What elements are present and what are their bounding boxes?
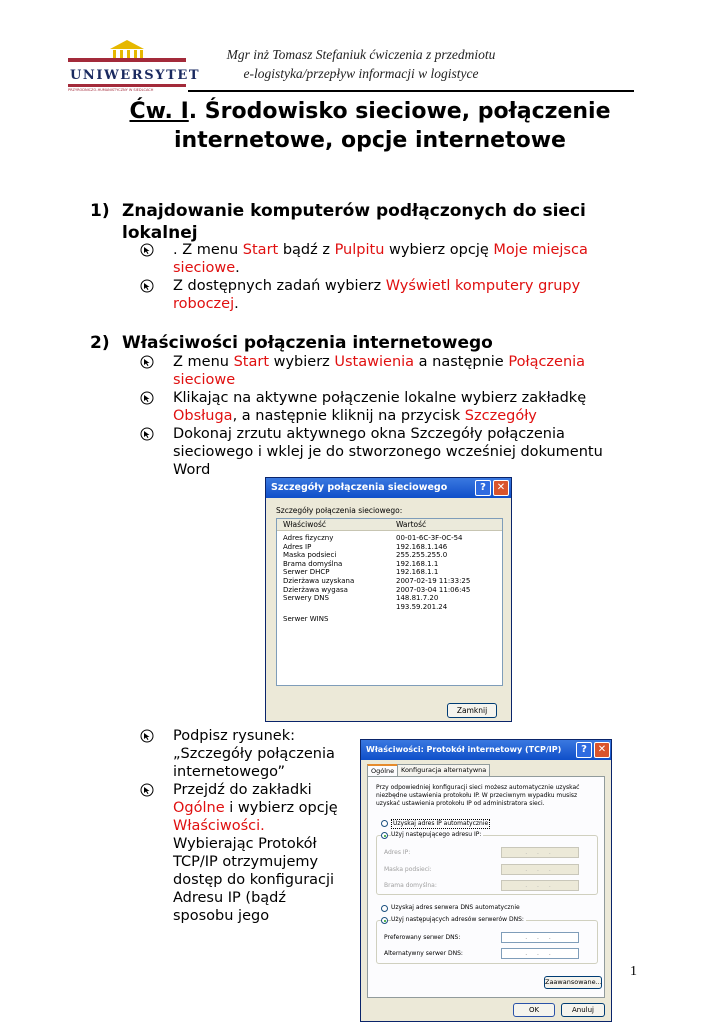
text: wybierz: [269, 354, 335, 370]
property-name: Maska podsieci: [283, 551, 337, 560]
close-icon: ✕: [493, 480, 509, 496]
text: a następnie: [414, 354, 509, 370]
column-header: Wartość: [396, 520, 427, 529]
ip-address-field: . . .: [501, 847, 579, 858]
radio-label: Uzyskaj adres serwera DNS automatycznie: [391, 904, 520, 911]
section-number: 2): [90, 333, 110, 353]
dialog-title: Szczegóły połączenia sieciowego: [266, 478, 511, 498]
help-icon: ?: [576, 742, 592, 758]
radio-auto-ip: [381, 820, 388, 827]
description-text: Przy odpowiedniej konfiguracji sieci możesz automatycznie uzyskać: [376, 784, 580, 791]
text: Word: [173, 462, 211, 478]
page-number: 1: [630, 964, 637, 979]
field-label: Adres IP:: [384, 849, 411, 856]
text: .: [234, 296, 239, 312]
text: . Z menu: [173, 242, 243, 258]
section-2-heading: [90, 332, 610, 354]
radio-auto-dns: [381, 905, 388, 912]
radio-label: Użyj następującego adresu IP:: [391, 831, 482, 838]
highlight-text: Start: [242, 242, 279, 258]
pillars-icon: [108, 40, 146, 66]
property-value: 255.255.255.0: [396, 551, 448, 560]
property-value: 148.81.7.20: [396, 594, 439, 603]
text: Klikając na aktywne połączenie lokalne wybierz zakładkę: [173, 390, 587, 406]
header-line-1: Mgr inż Tomasz Stefaniuk ćwiczenia z przedmiotu: [226, 47, 496, 62]
property-value: 192.168.1.1: [396, 559, 439, 568]
property-name: Serwery DNS: [283, 594, 329, 603]
highlight-text: roboczej: [173, 296, 235, 312]
close-icon: ✕: [594, 742, 610, 758]
property-value: 192.168.1.1: [396, 568, 439, 577]
globe-cursor-icon: [140, 279, 154, 293]
text: dostęp do konfiguracji: [173, 872, 335, 888]
text: , a następnie kliknij na przycisk: [232, 408, 465, 424]
globe-cursor-icon: [140, 391, 154, 405]
gateway-field: . . .: [501, 880, 579, 891]
globe-cursor-icon: [140, 427, 154, 441]
title-line-1: . Środowisko sieciowe, połączenie: [188, 99, 611, 124]
highlight-text: Wyświetl komputery grupy: [385, 278, 581, 294]
property-name: Dzierżawa wygasa: [283, 585, 348, 594]
property-value: 193.59.201.24: [396, 602, 448, 611]
radio-manual-dns: [381, 917, 388, 924]
page-header: [196, 45, 526, 83]
highlight-text: Obsługa: [173, 408, 233, 424]
property-name: Dzierżawa uzyskana: [283, 577, 355, 585]
section-number: 1): [90, 201, 110, 221]
university-logo: [68, 40, 201, 92]
text: Z menu: [173, 354, 234, 370]
globe-cursor-icon: [140, 729, 154, 743]
advanced-button: Zaawansowane...: [544, 976, 602, 989]
highlight-text: Start: [233, 354, 269, 370]
alternate-dns-field: . . .: [501, 948, 579, 959]
list-header: [277, 519, 502, 531]
title-prefix: Ćw. I: [129, 99, 189, 124]
radio-label: Uzyskaj adres IP automatycznie: [393, 820, 489, 827]
text: Dokonaj zrzutu aktywnego okna Szczegóły połączenia: [173, 426, 565, 442]
property-name: Adres IP: [283, 542, 312, 551]
property-value: 2007-02-19 11:33:25: [396, 577, 471, 585]
globe-cursor-icon: [140, 783, 154, 797]
header-divider: [188, 90, 634, 92]
logo-text: UNIWERSYTET: [70, 68, 201, 83]
properties-list: [276, 518, 503, 686]
highlight-text: Moje miejsca: [493, 242, 588, 258]
text: bądź z: [278, 242, 335, 258]
property-name: Serwer WINS: [283, 615, 329, 624]
highlight-text: Pulpitu: [334, 242, 385, 258]
globe-cursor-icon: [140, 355, 154, 369]
section-title: Właściwości połączenia internetowego: [122, 333, 493, 353]
property-value: 00-01-6C-3F-0C-54: [396, 534, 463, 542]
description-text: uzyskać ustawienia protokołu IP od administratora sieci.: [376, 800, 545, 807]
radio-manual-ip: [381, 832, 388, 839]
highlight-text: sieciowe: [173, 372, 236, 388]
cancel-button: Anuluj: [561, 1003, 605, 1017]
dialog-label: Szczegóły połączenia sieciowego:: [276, 506, 403, 515]
highlight-text: Ustawienia: [334, 354, 415, 370]
network-details-dialog-screenshot: [265, 477, 512, 722]
field-label: Maska podsieci:: [384, 866, 432, 873]
text: TCP/IP otrzymujemy: [173, 854, 319, 870]
highlight-text: sieciowe: [173, 260, 236, 276]
field-label: Brama domyślna:: [384, 882, 437, 889]
text: sposobu jego: [173, 908, 270, 924]
help-icon: ?: [475, 480, 491, 496]
text: internetowego”: [173, 764, 286, 780]
highlight-text: Ogólne: [173, 800, 225, 816]
text: Z dostępnych zadań wybierz: [173, 278, 386, 294]
tcpip-properties-dialog-screenshot: [360, 739, 612, 1022]
text: i wybierz opcję: [224, 800, 338, 816]
text: .: [235, 260, 240, 276]
property-value: 2007-03-04 11:06:45: [396, 585, 471, 594]
field-label: Alternatywny serwer DNS:: [384, 950, 463, 957]
close-button: Zamknij: [447, 703, 497, 718]
highlight-text: Szczegóły: [464, 408, 537, 424]
field-label: Preferowany serwer DNS:: [384, 934, 461, 941]
section-1-heading: [90, 200, 610, 244]
globe-cursor-icon: [140, 243, 154, 257]
property-value: 192.168.1.146: [396, 542, 448, 551]
highlight-text: Właściwości.: [173, 818, 265, 834]
column-header: Właściwość: [283, 520, 327, 529]
section-title: Znajdowanie komputerów podłączonych do sieci lokalnej: [122, 201, 586, 243]
page-title: [90, 97, 650, 155]
property-name: Adres fizyczny: [283, 534, 334, 542]
ok-button: OK: [513, 1003, 555, 1017]
text: „Szczegóły połączenia: [173, 746, 335, 762]
tab-general: Ogólne: [367, 764, 398, 776]
radio-label: Użyj następujących adresów serwerów DNS:: [391, 916, 524, 923]
tab-alternate-config: Konfiguracja alternatywna: [397, 764, 490, 776]
property-name: Serwer DHCP: [283, 568, 330, 577]
subnet-mask-field: . . .: [501, 864, 579, 875]
text: Podpisz rysunek:: [173, 728, 295, 744]
title-line-2: internetowe, opcje internetowe: [174, 128, 566, 153]
text: Przejdź do zakładki: [173, 782, 312, 798]
description-text: niezbędne ustawienia protokołu IP. W przeciwnym wypadku musisz: [376, 792, 578, 799]
property-name: Brama domyślna: [283, 559, 343, 568]
text: wybierz opcję: [384, 242, 494, 258]
header-line-2: e-logistyka/przepływ informacji w logistyce: [243, 66, 479, 81]
general-tab-panel: [367, 776, 605, 998]
text: sieciowego i wklej je do stworzonego wcześniej dokumentu: [173, 444, 603, 460]
preferred-dns-field: . . .: [501, 932, 579, 943]
dialog-title: Właściwości: Protokół internetowy (TCP/IP): [361, 740, 611, 760]
text: Wybierając Protokół: [173, 836, 317, 852]
logo-subtext: PRZYRODNICZO-HUMANISTYCZNY W SIEDLCACH: [68, 88, 154, 92]
highlight-text: Połączenia: [508, 354, 586, 370]
text: Adresu IP (bądź: [173, 890, 286, 906]
